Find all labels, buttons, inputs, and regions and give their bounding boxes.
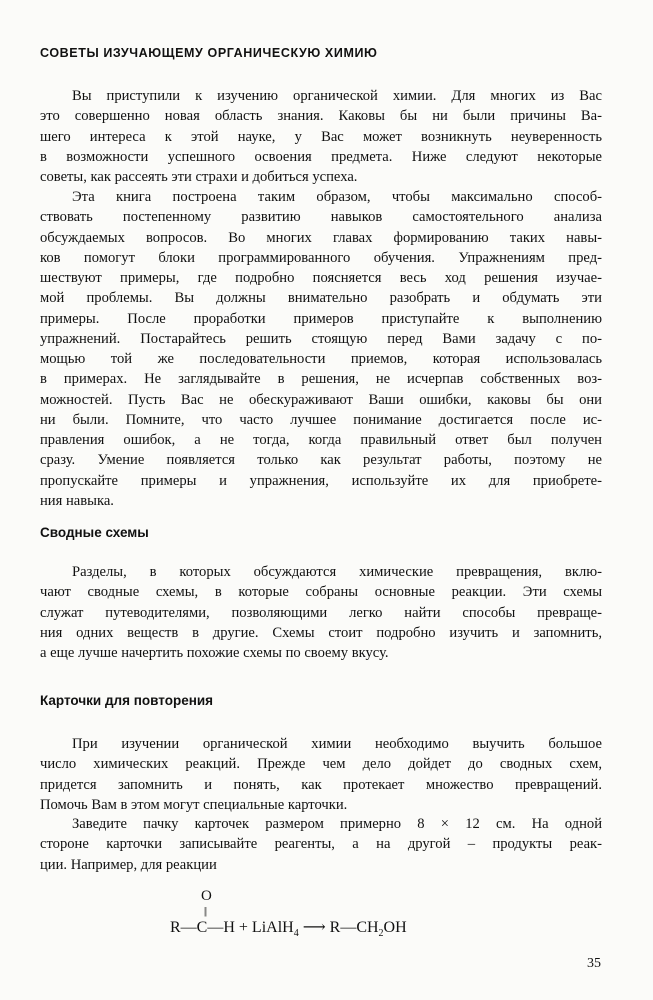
paragraph-cards-1 (40, 734, 602, 815)
formula-arrow: ⟶ (302, 919, 326, 936)
text-line: чают сводные схемы, в которые собраны основные реакции. Эти схемы (40, 584, 602, 601)
text-line: мой проблемы. Вы должны внимательно разобрать и обдумать эти (40, 290, 602, 307)
text-line: шествуют примеры, где подробно поясняется весь ход решения изучае- (40, 270, 602, 286)
text-line: в примерах. Не заглядывайте в решения, не исчерпав собственных воз- (40, 371, 602, 388)
paragraph-summary (40, 562, 602, 663)
text-line: стороне карточки записывайте реагенты, а на другой – продукты реак- (40, 836, 602, 853)
formula-product: R—CH (329, 919, 379, 936)
section-heading-summary: Сводные схемы (40, 525, 149, 540)
page-title: СОВЕТЫ ИЗУЧАЮЩЕМУ ОРГАНИЧЕСКУЮ ХИМИЮ (40, 46, 378, 60)
page-number: 35 (587, 956, 601, 971)
text-line: ния одних веществ в другие. Схемы стоит подробно изучить и запомнить, (40, 624, 602, 641)
text-line: пропускайте примеры и упражнения, используйте их для приобрете- (40, 472, 602, 489)
section-heading-cards: Карточки для повторения (40, 693, 214, 708)
paragraph-intro-2 (40, 187, 602, 511)
formula-reactants: R—C—H + LiAlH (170, 919, 294, 936)
formula-reactants-subscript: 4 (293, 928, 299, 940)
reaction-formula (170, 888, 500, 948)
text-line: При изучении органической химии необходимо выучить большое (72, 736, 602, 752)
text-line: число химических реакций. Прежде чем дело дойдет до сводных схем, (40, 756, 602, 773)
text-line: ни были. Помните, что часто лучшее понимание достигается после ис- (40, 411, 602, 428)
text-line: ков помогут блоки программированного обучения. Упражнениям пред- (40, 249, 602, 266)
text-line: Разделы, в которых обсуждаются химические превращения, вклю- (72, 564, 602, 580)
text-line: упражнений. Постарайтесь решить стоящую перед Вами задачу с по- (40, 330, 602, 347)
text-line: служат путеводителями, позволяющими легко найти способы превраще- (40, 604, 602, 621)
formula-oxygen: O (201, 888, 212, 904)
text-line: Эта книга построена таким образом, чтобы максимально способ- (72, 189, 602, 205)
text-line: примеры. После проработки примеров приступайте к выполнению (40, 310, 602, 327)
text-line: ния навыка. (40, 492, 114, 509)
text-line: можностей. Пусть Вас не обескураживают Ваши ошибки, каковы бы они (40, 391, 602, 408)
formula-double-bond: || (204, 906, 207, 917)
formula-equation (170, 917, 407, 939)
text-line: правления ошибок, а не тогда, когда правильный ответ был получен (40, 432, 602, 448)
paragraph-intro-1 (40, 86, 602, 187)
paragraph-cards-2 (40, 814, 602, 875)
text-line: Заведите пачку карточек размером примерно 8 × 12 см. На одной (72, 816, 602, 832)
text-line: шего интереса к этой науке, у Вас может возникнуть неуверенность (40, 128, 602, 145)
text-line: мощью той же последовательности приемов, которая использовалась (40, 351, 602, 367)
text-line: в возможности успешного освоения предмета. Ниже следуют некоторые (40, 148, 602, 165)
text-line: это совершенно новая область знания. Каковы бы ни были причины Ва- (40, 108, 602, 125)
text-line: сразу. Умение появляется только как результат работы, поэтому не (40, 452, 602, 469)
text-line: обсуждаемых вопросов. Во многих главах формированию таких навы- (40, 229, 602, 246)
text-line: ции. Например, для реакции (40, 856, 217, 873)
text-line: придется запомнить и понять, как протекает множество превращений. (40, 776, 602, 793)
text-line: а еще лучше начертить похожие схемы по своему вкусу. (40, 645, 389, 661)
text-line: Вы приступили к изучению органической химии. Для многих из Вас (72, 88, 602, 104)
text-line: советы, как рассеять эти страхи и добиться успеха. (40, 169, 358, 185)
text-line: ствовать постепенному развитию навыков самостоятельного анализа (40, 209, 602, 226)
formula-product-tail: OH (383, 919, 407, 936)
formula-product-subscript: 2 (378, 928, 384, 940)
text-line: Помочь Вам в этом могут специальные карточки. (40, 796, 348, 813)
